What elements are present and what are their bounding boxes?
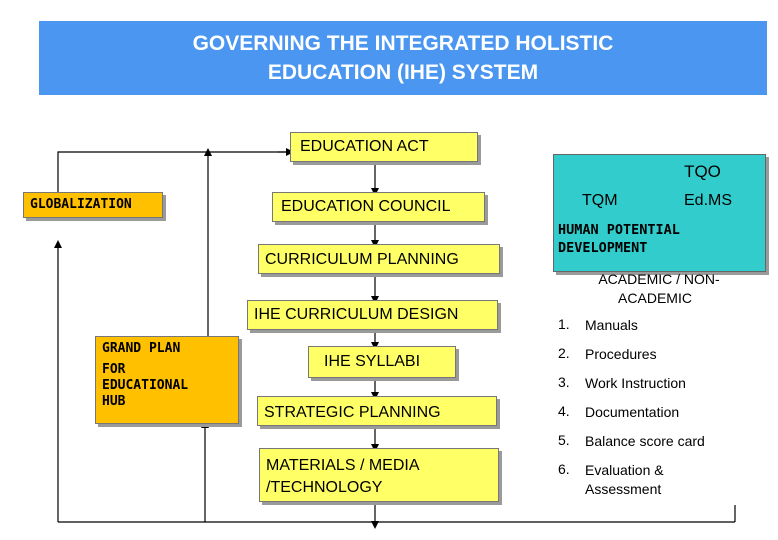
tqo-title: TQO bbox=[684, 162, 721, 181]
materials-line-2: /TECHNOLOGY bbox=[266, 479, 383, 496]
curriculum-planning-box bbox=[258, 244, 500, 274]
academic-heading bbox=[555, 270, 755, 308]
list-item-text: Balance score card bbox=[585, 433, 705, 449]
list-item-text: Manuals bbox=[585, 317, 638, 333]
list-item-number: 6. bbox=[558, 461, 570, 477]
academic-line-1: ACADEMIC / NON- bbox=[598, 271, 720, 287]
academic-line-2: ACADEMIC bbox=[618, 290, 692, 306]
curriculum-planning-label: CURRICULUM PLANNING bbox=[265, 251, 459, 268]
grand-plan-box bbox=[95, 336, 239, 424]
globalization-label: GLOBALIZATION bbox=[30, 197, 132, 212]
title-line-2: EDUCATION (IHE) SYSTEM bbox=[267, 61, 539, 84]
list-item-number: 5. bbox=[558, 432, 570, 448]
globalization-box bbox=[23, 192, 163, 218]
list-item-text: Work Instruction bbox=[585, 375, 686, 391]
list-item-number: 4. bbox=[558, 403, 570, 419]
education-council-box bbox=[272, 192, 485, 222]
list-item-text: Evaluation & Assessment bbox=[585, 462, 664, 497]
ihe-curriculum-design-box bbox=[247, 300, 498, 330]
hpd-line-2: DEVELOPMENT bbox=[558, 240, 648, 256]
grand-plan-line-3: EDUCATIONAL bbox=[102, 378, 189, 393]
ihe-syllabi-box bbox=[308, 346, 456, 378]
grand-plan-line-1: GRAND PLAN bbox=[102, 341, 181, 356]
education-act-box bbox=[290, 132, 478, 162]
list-item-text: Procedures bbox=[585, 346, 657, 362]
materials-media-box bbox=[259, 448, 499, 502]
hpd-text bbox=[558, 221, 680, 257]
strategic-planning-box bbox=[257, 396, 497, 426]
grand-plan-line-2: FOR bbox=[102, 362, 126, 377]
ihe-syllabi-label: IHE SYLLABI bbox=[324, 353, 421, 370]
grand-plan-line-4: HUB bbox=[102, 394, 126, 409]
list-item-text: Documentation bbox=[585, 404, 680, 420]
list-item-number: 3. bbox=[558, 374, 570, 390]
ihe-curriculum-design-label: IHE CURRICULUM DESIGN bbox=[254, 306, 459, 323]
materials-line-1: MATERIALS / MEDIA bbox=[266, 457, 420, 474]
hpd-line-1: HUMAN POTENTIAL bbox=[558, 222, 680, 238]
education-act-label: EDUCATION ACT bbox=[300, 138, 429, 155]
title-line-1: GOVERNING THE INTEGRATED HOLISTIC bbox=[192, 32, 614, 55]
strategic-planning-label: STRATEGIC PLANNING bbox=[264, 404, 441, 421]
list-item-number: 1. bbox=[558, 316, 570, 332]
education-council-label: EDUCATION COUNCIL bbox=[281, 198, 451, 215]
edms-label: Ed.MS bbox=[684, 192, 733, 209]
tqm-label: TQM bbox=[582, 192, 618, 209]
list-item-number: 2. bbox=[558, 345, 570, 361]
tqo-panel bbox=[553, 154, 766, 272]
